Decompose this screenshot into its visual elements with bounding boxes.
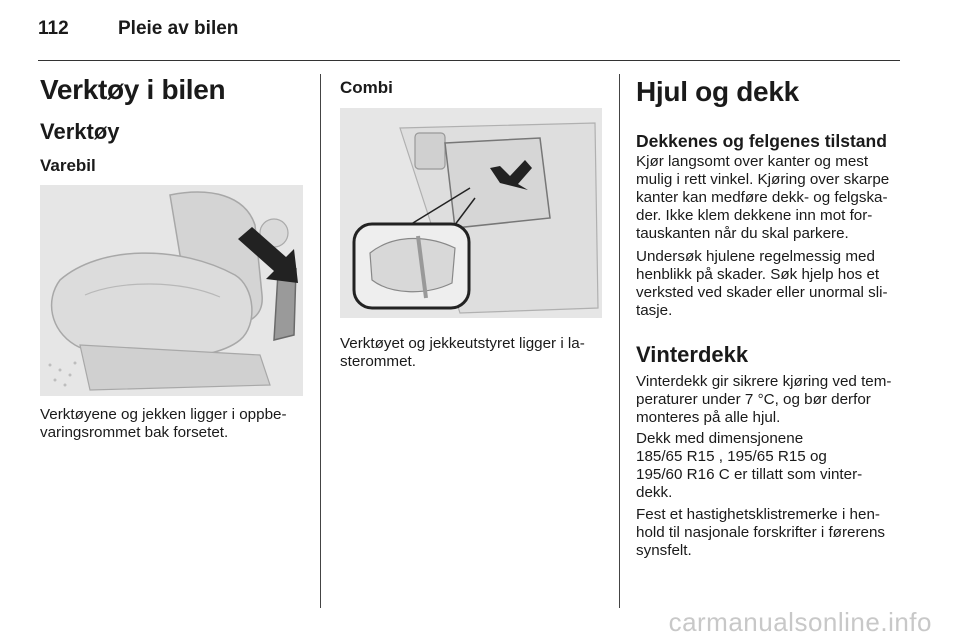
variant-varebil: Varebil [40,156,96,175]
subtitle-dekk-tilstand: Dekkenes og felgenes tilstand [636,131,887,151]
subtitle-vinterdekk: Vinterdekk [636,342,749,367]
caption-combi: Verktøyet og jekkeutstyret ligger i la- sterommet. [340,335,585,370]
figure-combi [340,108,602,318]
watermark: carmanualsonline.info [668,607,932,637]
paragraph-5: Fest et hastighetsklistremerke i hen- hold til nasjonale forskrifter i førerens synsfelt. [636,506,886,559]
page-header [38,18,238,40]
page-number: 112 [38,18,69,39]
title-hjul-og-dekk: Hjul og dekk [636,76,799,107]
page-title: Verktøy i bilen [40,74,226,105]
header-rule [38,60,900,61]
column-divider-2 [619,74,620,608]
paragraph-2: Undersøk hjulene regelmessig med henblikk på skader. Søk hjelp hos et verksted ved skader eller unormal sli- tasje. [636,248,888,319]
subtitle-verktoy: Verktøy [40,119,120,144]
section-title: Pleie av bilen [118,18,239,39]
caption-varebil: Verktøyene og jekken ligger i oppbe- varingsrommet bak forsetet. [40,406,287,441]
paragraph-4: Dekk med dimensjonene 185/65 R15 , 195/65 R15 og 195/60 R16 C er tillatt som vinter- dekk. [636,430,863,501]
column-divider-1 [320,74,321,608]
paragraph-3: Vinterdekk gir sikrere kjøring ved tem- peraturer under 7 °C, og bør derfor monteres på alle hjul. [636,373,892,426]
variant-combi: Combi [340,78,393,97]
paragraph-1: Kjør langsomt over kanter og mest mulig i rett vinkel. Kjøring over skarpe kanter kan medføre dekk- og felgska- der. Ikke klem dekkene inn mot for- tauskanten når du skal parkere. [636,153,890,242]
boot-storage-illustration [340,108,602,318]
seat-storage-illustration [40,185,303,396]
figure-varebil [40,185,303,396]
